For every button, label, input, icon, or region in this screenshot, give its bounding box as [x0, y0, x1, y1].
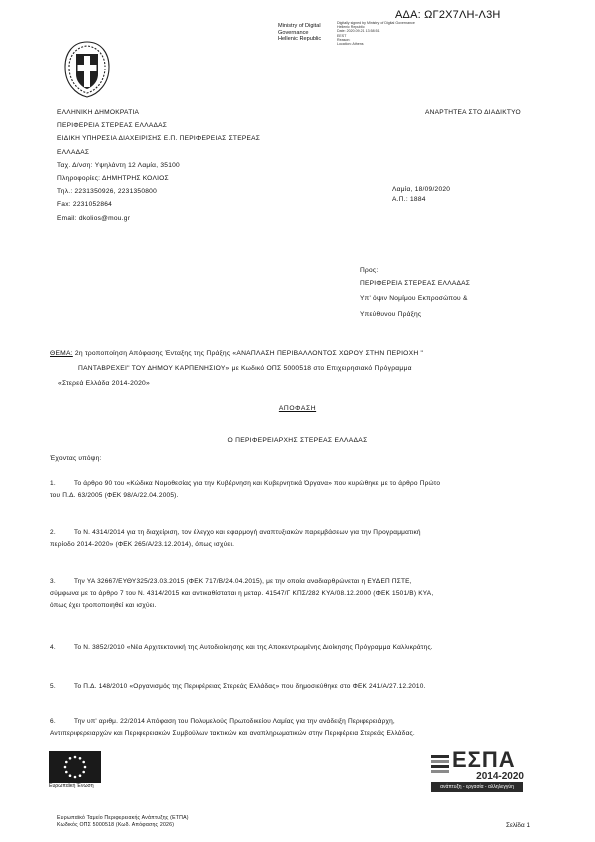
item-text: Την υπ' αριθμ. 22/2014 Απόφαση του Πολυμελούς Πρωτοδικείου Λαμίας για την ανάδειξη Περιφερειάρχη, — [74, 718, 395, 725]
item-text: Την ΥΑ 32667/ΕΥΘΥ325/23.03.2015 (ΦΕΚ 717/Β/24.04.2015), με την οποία αναδιαρθρώνεται η ΕΥΔΕΠ ΠΣΤΕ, — [74, 578, 412, 585]
footer-line: Κωδικός ΟΠΣ 5000518 (Κωδ. Απόφασης 2026) — [57, 822, 175, 829]
item-text: Το άρθρο 90 του «Κώδικα Νομοθεσίας για την Κυβέρνηση και Κυβερνητικά Όργανα» που κυρώθηκε με το άρθρο Πρώτο — [74, 480, 441, 487]
item-text: σύμφωνα με το άρθρο 7 του Ν. 4314/2015 και αντικαθίσταται η μεταρ. 41547/Γ ΚΠΣ/282 ΚΥΑ/08.12.2000 (ΦΕΚ 1501/Β) ΚΥΑ, — [50, 589, 434, 597]
ada-code: ΑΔΑ: ΩΓ2Χ7ΛΗ-Λ3Η — [395, 9, 501, 21]
item-text: Το Ν. 3852/2010 «Νέα Αρχιτεκτονική της Αυτοδιοίκησης και της Αποκεντρωμένης Διοίκησης Πρόγραμμα Καλλικράτης. — [74, 644, 433, 651]
item-text: Το Ν. 4314/2014 για τη διαχείριση, τον έλεγχο και εφαρμογή αναπτυξιακών παρεμβάσεων για την Προγραμματική — [74, 529, 421, 536]
subject-text: 2η τροποποίηση Απόφασης Ένταξης της Πράξης «ΑΝΑΠΛΑΣΗ ΠΕΡΙΒΑΛΛΟΝΤΟΣ ΧΩΡΟΥ ΣΤΗΝ ΠΕΡΙΟΧΗ " — [72, 350, 424, 357]
sender-line: ΕΙΔΙΚΗ ΥΠΗΡΕΣΙΑ ΔΙΑΧΕΙΡΙΣΗΣ Ε.Π. ΠΕΡΙΦΕΡΕΙΑΣ ΣΤΕΡΕΑΣ — [57, 135, 261, 143]
eu-label: Ευρωπαϊκή Ένωση — [49, 783, 94, 789]
signature-detail-line: Reason: — [337, 37, 351, 42]
decision-title: ΑΠΟΦΑΣΗ — [278, 405, 317, 412]
protocol-number: Α.Π.: 1884 — [392, 196, 426, 204]
signature-line: Hellenic Republic — [278, 36, 322, 43]
date-protocol-block — [392, 183, 450, 206]
recipient-line: Υπεύθυνου Πράξης — [360, 310, 422, 318]
list-item — [50, 527, 547, 551]
signature-detail-line: EEST — [337, 33, 347, 38]
signature-detail-line: Location: Athens — [337, 42, 364, 47]
recipient-line: Προς: — [360, 267, 379, 274]
sender-line: Ταχ. Δ/νση: Υψηλάντη 12 Λαμία, 35100 — [57, 161, 180, 169]
list-item — [50, 681, 547, 693]
recipient-line: ΠΕΡΙΦΕΡΕΙΑ ΣΤΕΡΕΑΣ ΕΛΛΑΔΑΣ — [360, 280, 471, 288]
recipient-line: Υπ' όψιν Νομίμου Εκπροσώπου & — [360, 295, 468, 303]
item-text: όπως έχει τροποποιηθεί και ισχύει. — [50, 601, 157, 609]
sender-line: ΕΛΛΑΔΑΣ — [57, 148, 90, 156]
signature-detail-line: Digitally signed by Ministry of Digital Governance — [337, 21, 415, 25]
digital-signature-block — [278, 23, 321, 43]
sender-email[interactable]: Email: dkolios@mou.gr — [57, 214, 131, 222]
page-number: Σελίδα 1 — [506, 822, 530, 829]
list-item — [50, 576, 547, 611]
subject-block — [50, 346, 548, 391]
signature-detail-line: Date: 2020.09.21 13:58:51 — [337, 29, 380, 34]
signature-line: Ministry of Digital — [278, 23, 321, 29]
issuer-title: Ο ΠΕΡΙΦΕΡΕΙΑΡΧΗΣ ΣΤΕΡΕΑΣ ΕΛΛΑΔΑΣ — [227, 437, 368, 444]
item-text: του Π.Δ. 63/2005 (ΦΕΚ 98/Α/22.04.2005). — [50, 491, 179, 499]
subject-label: ΘΕΜΑ: — [50, 350, 73, 357]
item-number: 6. — [50, 718, 56, 725]
footer-block — [57, 815, 189, 830]
item-text: περίοδο 2014-2020» (ΦΕΚ 265/Α/23.12.2014), όπως ισχύει. — [50, 540, 235, 548]
list-item — [50, 716, 547, 740]
subject-text: «Στερεά Ελλάδα 2014-2020» — [58, 380, 150, 387]
signature-details — [337, 21, 415, 46]
item-number: 3. — [50, 578, 56, 585]
footer-line: Ευρωπαϊκό Ταμείο Περιφερειακής Ανάπτυξης (ΕΤΠΑ) — [57, 815, 189, 821]
sender-block — [57, 106, 260, 225]
sender-line: Fax: 2231052864 — [57, 201, 113, 209]
espa-logo — [430, 749, 525, 793]
list-item — [50, 642, 547, 654]
item-text: Το Π.Δ. 148/2010 «Οργανισμός της Περιφέρειας Στερεάς Ελλάδας» που δημοσιεύθηκε στο ΦΕΚ 241/Α/27.12.2010. — [74, 683, 426, 690]
item-number: 1. — [50, 480, 56, 487]
sender-line: ΠΕΡΙΦΕΡΕΙΑ ΣΤΕΡΕΑΣ ΕΛΛΑΔΑΣ — [57, 122, 168, 130]
sender-line: ΕΛΛΗΝΙΚΗ ΔΗΜΟΚΡΑΤΙΑ — [57, 109, 140, 116]
espa-years: 2014-2020 — [476, 771, 524, 782]
greek-coat-of-arms-icon — [55, 37, 119, 101]
item-number: 4. — [50, 644, 56, 651]
considering-heading: Έχοντας υπόψη: — [50, 455, 102, 462]
eu-flag-icon — [49, 751, 101, 783]
signature-line: Governance — [278, 29, 309, 36]
list-item — [50, 478, 547, 502]
signature-detail-line: Hellenic Republic — [337, 25, 365, 30]
sender-line: Τηλ.: 2231350926, 2231350800 — [57, 188, 158, 196]
publish-online-note: ΑΝΑΡΤΗΤΕΑ ΣΤΟ ΔΙΑΔΙΚΤΥΟ — [425, 109, 521, 116]
item-text: Αντιπεριφερειαρχών και Περιφερειακών Συμβούλων τακτικών και αναπληρωματικών στην Περιφέρεια Στερεάς Ελλάδας. — [50, 729, 415, 737]
item-number: 2. — [50, 529, 56, 536]
item-number: 5. — [50, 683, 56, 690]
espa-title: ΕΣΠΑ — [452, 747, 516, 772]
date-line: Λαμία, 18/09/2020 — [392, 186, 451, 193]
sender-line: Πληροφορίες: ΔΗΜΗΤΡΗΣ ΚΟΛΙΟΣ — [57, 175, 169, 183]
subject-text: ΠΑΝΤΑΒΡΕΧΕΙ" ΤΟΥ ΔΗΜΟΥ ΚΑΡΠΕΝΗΣΙΟΥ» με Κωδικό ΟΠΣ 5000518 στο Επιχειρησιακό Πρόγραμμα — [78, 365, 412, 372]
recipient-block — [360, 264, 470, 321]
espa-slogan: ανάπτυξη - εργασία - αλληλεγγύη — [440, 784, 514, 790]
